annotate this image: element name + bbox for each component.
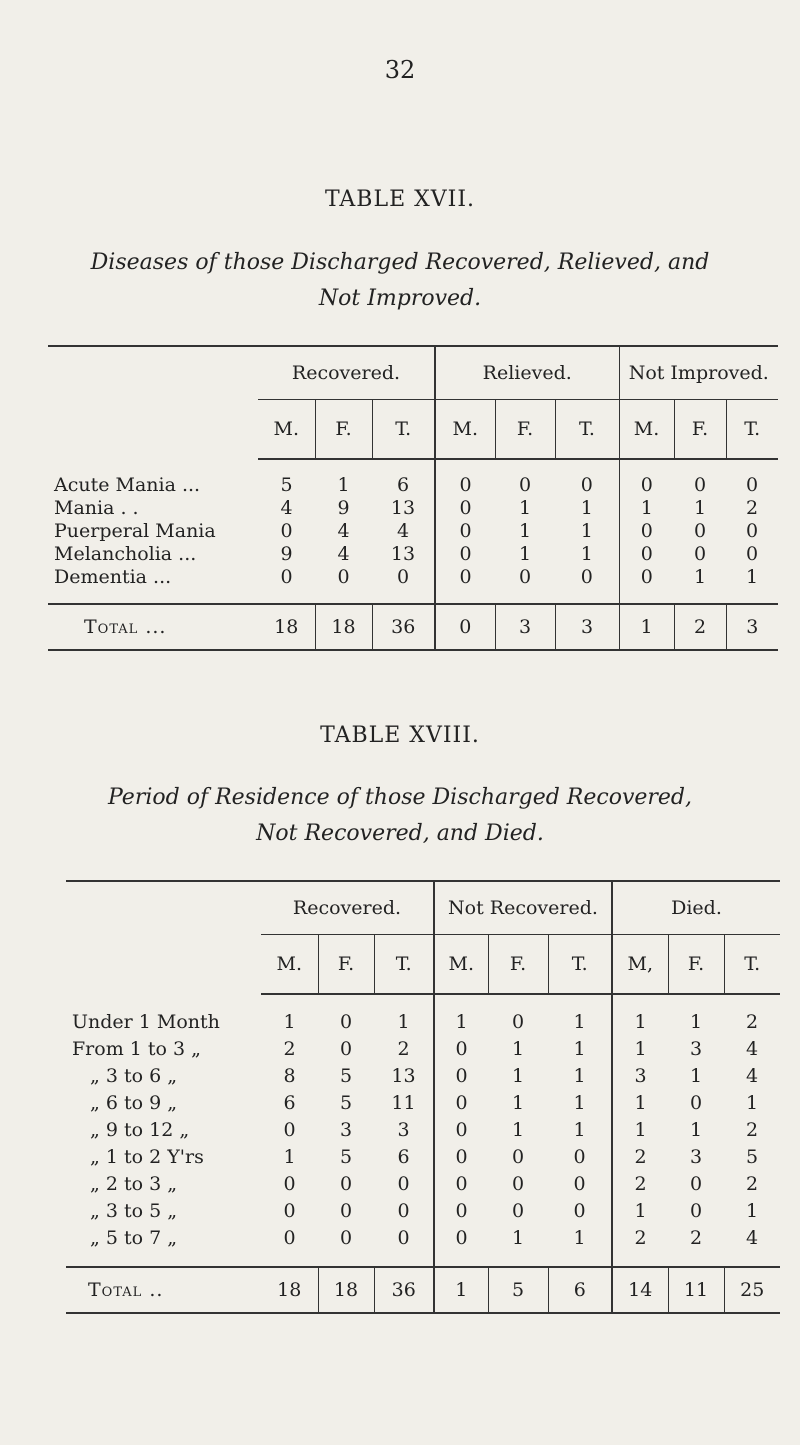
page-number: 32 [384, 56, 416, 84]
cell: 0 [689, 1200, 703, 1222]
row-label: „ 3 to 6 „ [90, 1065, 178, 1087]
cell: 1 [397, 1011, 410, 1033]
cell: 1 [573, 1065, 586, 1087]
cell: 1 [573, 1011, 586, 1033]
cell: 5 [339, 1065, 353, 1087]
table-row [48, 566, 778, 589]
cell: 4 [745, 1227, 759, 1249]
cell: 0 [397, 1200, 410, 1222]
cell: 0 [434, 1144, 488, 1171]
cell: 0 [339, 1200, 353, 1222]
cell: 2 [612, 1225, 668, 1252]
cell: 1 [612, 1117, 668, 1144]
row-label: Mania . . [54, 497, 139, 519]
cell: 6 [397, 1146, 410, 1168]
cell: 1 [518, 497, 532, 519]
row-label: Puerperal Mania [54, 520, 216, 542]
cell: 0 [434, 1171, 488, 1198]
cell: 5 [280, 474, 293, 496]
cell: 0 [283, 1119, 296, 1141]
table-18-subhead: M, [612, 935, 668, 995]
cell: 1 [511, 1038, 525, 1060]
cell: 0 [693, 543, 707, 565]
table-18 [66, 880, 780, 1314]
table-18-subhead: M. [434, 935, 488, 995]
cell: 1 [612, 1009, 668, 1036]
cell: 1 [511, 1065, 525, 1087]
total-cell: 18 [318, 1267, 374, 1313]
table-18-subhead: F. [488, 935, 548, 995]
row-label: „ 1 to 2 Y'rs [90, 1146, 204, 1168]
cell: 5 [745, 1146, 759, 1168]
cell: 1 [612, 1198, 668, 1225]
table-row [66, 1171, 780, 1198]
cell: 2 [689, 1227, 703, 1249]
cell: 0 [693, 520, 707, 542]
cell: 1 [518, 543, 532, 565]
cell: 3 [612, 1063, 668, 1090]
cell: 0 [339, 1173, 353, 1195]
cell: 4 [745, 1038, 759, 1060]
cell: 6 [396, 474, 410, 496]
table-18-group-died: Died. [612, 881, 780, 935]
table-18-group-not-recovered: Not Recovered. [434, 881, 612, 935]
table-17-subhead: T. [726, 400, 778, 460]
cell: 1 [573, 1227, 586, 1249]
cell: 0 [689, 1173, 703, 1195]
cell: 1 [573, 1119, 586, 1141]
cell: 1 [745, 1200, 759, 1222]
cell: 0 [619, 520, 674, 543]
cell: 1 [511, 1119, 525, 1141]
row-label: Melancholia ... [54, 543, 197, 565]
table-18-group-recovered: Recovered. [261, 881, 434, 935]
cell: 3 [339, 1119, 353, 1141]
total-cell: 18 [261, 1267, 318, 1313]
cell: 1 [337, 474, 350, 496]
row-label: „ 3 to 5 „ [90, 1200, 178, 1222]
total-row [66, 1267, 780, 1313]
cell: 0 [280, 520, 293, 542]
table-row [48, 543, 778, 566]
cell: 0 [339, 1227, 353, 1249]
cell: 13 [391, 1065, 416, 1087]
table-row [66, 1144, 780, 1171]
cell: 3 [689, 1146, 703, 1168]
cell: 0 [693, 474, 707, 496]
cell: 2 [612, 1171, 668, 1198]
cell: 0 [511, 1173, 525, 1195]
table-17-group-not-improved: Not Improved. [619, 346, 778, 400]
table-18-subhead: T. [724, 935, 780, 995]
total-cell: 1 [434, 1267, 488, 1313]
total-cell: 6 [548, 1267, 612, 1313]
total-cell: 25 [724, 1267, 780, 1313]
cell: 4 [280, 497, 293, 519]
table-17-subhead: F. [674, 400, 726, 460]
cell: 0 [434, 1090, 488, 1117]
table-17-caption [0, 245, 800, 317]
cell: 1 [689, 1065, 703, 1087]
total-cell: 36 [372, 604, 435, 650]
cell: 0 [283, 1173, 296, 1195]
cell: 0 [397, 1173, 410, 1195]
table-row [66, 1117, 780, 1144]
cell: 4 [337, 543, 350, 565]
total-cell: 3 [495, 604, 555, 650]
table-17-group-recovered: Recovered. [258, 346, 435, 400]
table-row [66, 1063, 780, 1090]
row-label: Acute Mania ... [54, 474, 201, 496]
table-row [48, 497, 778, 520]
cell: 0 [435, 543, 495, 566]
table-row [66, 1036, 780, 1063]
total-cell: 11 [668, 1267, 724, 1313]
cell: 9 [337, 497, 350, 519]
table-row [66, 1090, 780, 1117]
cell: 0 [745, 520, 759, 542]
table-17-subhead: T. [555, 400, 619, 460]
cell: 1 [283, 1011, 296, 1033]
total-cell: 3 [555, 604, 619, 650]
cell: 0 [434, 1225, 488, 1252]
table-18-subhead: T. [374, 935, 434, 995]
table-17-subhead: M. [435, 400, 495, 460]
table-17-group-relieved: Relieved. [435, 346, 619, 400]
total-cell: 14 [612, 1267, 668, 1313]
cell: 0 [434, 1063, 488, 1090]
cell: 6 [283, 1092, 296, 1114]
table-17-subhead: F. [315, 400, 372, 460]
cell: 0 [511, 1200, 525, 1222]
cell: 0 [339, 1038, 353, 1060]
table-row [48, 520, 778, 543]
cell: 0 [435, 474, 495, 497]
cell: 5 [339, 1092, 353, 1114]
table-17-title: TABLE XVII. [324, 187, 476, 212]
row-label: Dementia ... [54, 566, 172, 588]
table-17-caption-line2: Not Improved. [318, 286, 482, 311]
cell: 0 [518, 474, 532, 496]
total-label: Total .. [66, 1267, 261, 1313]
cell: 0 [434, 1117, 488, 1144]
table-18-subhead: F. [668, 935, 724, 995]
cell: 5 [339, 1146, 353, 1168]
cell: 1 [518, 520, 532, 542]
total-cell: 0 [435, 604, 495, 650]
total-row [48, 604, 778, 650]
cell: 4 [337, 520, 350, 542]
cell: 0 [518, 566, 532, 588]
cell: 1 [580, 543, 593, 565]
cell: 1 [573, 1038, 586, 1060]
total-cell: 1 [619, 604, 674, 650]
table-17-caption-line1: Diseases of those Discharged Recovered, Relieved, and [90, 250, 710, 275]
cell: 0 [397, 1227, 410, 1249]
cell: 0 [619, 566, 674, 589]
cell: 0 [619, 474, 674, 497]
cell: 1 [573, 1092, 586, 1114]
cell: 2 [745, 497, 759, 519]
total-label: Total ... [48, 604, 258, 650]
cell: 1 [619, 497, 674, 520]
table-17-subhead: M. [258, 400, 315, 460]
cell: 0 [745, 543, 759, 565]
table-18-caption [0, 780, 800, 852]
cell: 0 [435, 520, 495, 543]
cell: 13 [390, 543, 416, 565]
total-cell: 2 [674, 604, 726, 650]
table-row [66, 1198, 780, 1225]
total-cell: 18 [315, 604, 372, 650]
cell: 1 [745, 1092, 759, 1114]
cell: 0 [511, 1146, 525, 1168]
cell: 0 [573, 1200, 586, 1222]
row-label: From 1 to 3 „ [72, 1038, 201, 1060]
cell: 4 [396, 520, 410, 542]
table-18-subhead: M. [261, 935, 318, 995]
cell: 1 [511, 1092, 525, 1114]
cell: 2 [397, 1038, 410, 1060]
cell: 11 [391, 1092, 416, 1114]
cell: 2 [745, 1011, 759, 1033]
cell: 0 [573, 1146, 586, 1168]
cell: 0 [745, 474, 759, 496]
table-18-subhead: F. [318, 935, 374, 995]
table-row [48, 474, 778, 497]
cell: 1 [612, 1036, 668, 1063]
table-row [66, 1225, 780, 1252]
cell: 13 [390, 497, 416, 519]
cell: 4 [745, 1065, 759, 1087]
cell: 2 [745, 1119, 759, 1141]
cell: 1 [434, 1009, 488, 1036]
cell: 1 [693, 566, 707, 588]
table-18-caption-line2: Not Recovered, and Died. [256, 821, 544, 846]
cell: 0 [580, 566, 593, 588]
row-label: „ 2 to 3 „ [90, 1173, 178, 1195]
table-18-subhead: T. [548, 935, 612, 995]
row-label: „ 9 to 12 „ [90, 1119, 190, 1141]
row-label: „ 5 to 7 „ [90, 1227, 178, 1249]
cell: 0 [689, 1092, 703, 1114]
table-row [66, 1009, 780, 1036]
cell: 0 [280, 566, 293, 588]
table-17-subhead: F. [495, 400, 555, 460]
cell: 1 [745, 566, 759, 588]
cell: 0 [283, 1227, 296, 1249]
cell: 0 [339, 1011, 353, 1033]
cell: 1 [612, 1090, 668, 1117]
cell: 1 [693, 497, 707, 519]
table-18-caption-line1: Period of Residence of those Discharged Recovered, [107, 785, 693, 810]
cell: 0 [435, 566, 495, 589]
table-17-subhead: T. [372, 400, 435, 460]
cell: 0 [434, 1198, 488, 1225]
cell: 1 [511, 1227, 525, 1249]
row-label: Under 1 Month [72, 1011, 220, 1033]
cell: 1 [689, 1119, 703, 1141]
cell: 0 [619, 543, 674, 566]
cell: 0 [511, 1011, 525, 1033]
cell: 1 [689, 1011, 703, 1033]
cell: 0 [580, 474, 593, 496]
cell: 9 [280, 543, 293, 565]
table-17 [48, 345, 778, 651]
total-cell: 3 [726, 604, 778, 650]
table-17-subhead: M. [619, 400, 674, 460]
cell: 0 [283, 1200, 296, 1222]
table-18-title: TABLE XVIII. [320, 723, 480, 748]
cell: 0 [573, 1173, 586, 1195]
total-cell: 36 [374, 1267, 434, 1313]
row-label: „ 6 to 9 „ [90, 1092, 178, 1114]
cell: 3 [397, 1119, 410, 1141]
cell: 1 [580, 520, 593, 542]
cell: 8 [283, 1065, 296, 1087]
total-cell: 5 [488, 1267, 548, 1313]
cell: 2 [612, 1144, 668, 1171]
cell: 1 [283, 1146, 296, 1168]
cell: 0 [396, 566, 410, 588]
cell: 3 [689, 1038, 703, 1060]
cell: 0 [337, 566, 350, 588]
cell: 2 [283, 1038, 296, 1060]
cell: 0 [435, 497, 495, 520]
cell: 0 [434, 1036, 488, 1063]
cell: 1 [580, 497, 593, 519]
cell: 2 [745, 1173, 759, 1195]
total-cell: 18 [258, 604, 315, 650]
